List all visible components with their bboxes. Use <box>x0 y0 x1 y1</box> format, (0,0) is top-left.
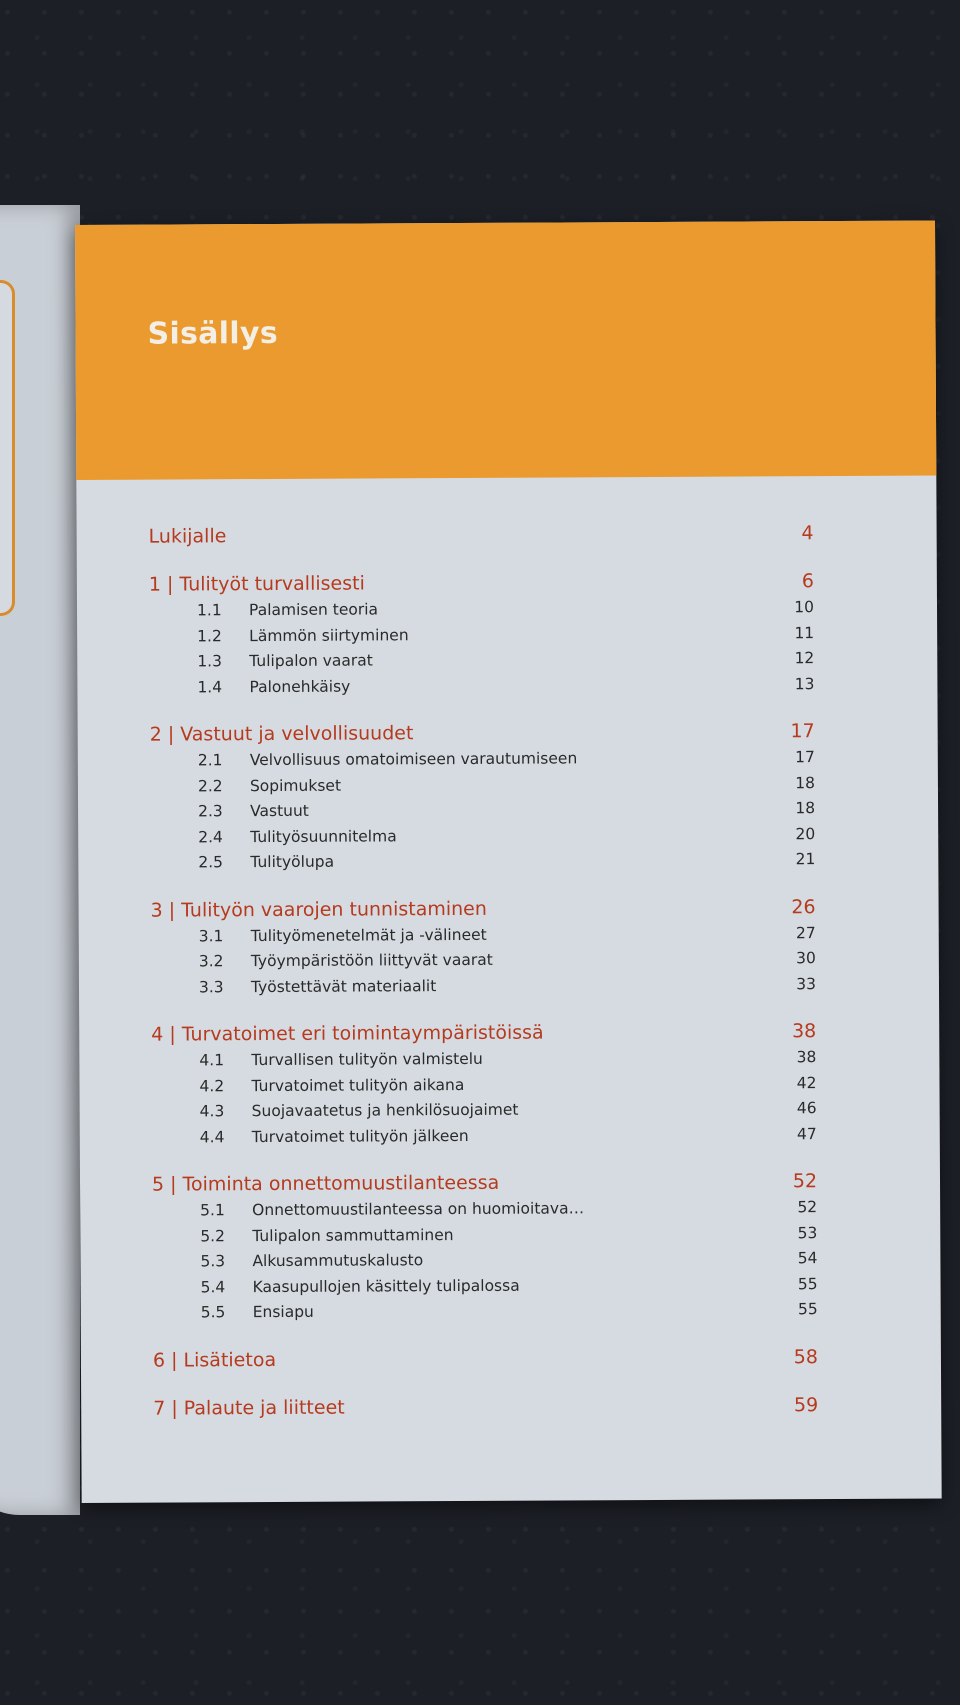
toc-chapter-2 <box>150 717 815 748</box>
toc-section-label: Työstettävät materiaalit <box>250 976 437 996</box>
toc-page-number: 10 <box>794 598 815 617</box>
toc-section-number: 5.3 <box>200 1252 226 1271</box>
toc-section-2-4 <box>150 822 815 851</box>
toc-section-label: Tulipalon vaarat <box>249 651 373 671</box>
toc-section-label: Palonehkäisy <box>249 677 351 696</box>
toc-page-number: 52 <box>797 1198 818 1217</box>
toc-section-label: Tulityölupa <box>250 852 335 872</box>
toc-section-number: 2.5 <box>198 853 224 872</box>
toc-section-number: 5.4 <box>200 1277 226 1296</box>
toc-page-number: 12 <box>794 649 815 668</box>
toc-page-number: 54 <box>797 1249 818 1268</box>
toc-page-number: 52 <box>792 1170 818 1193</box>
toc-section-3-3 <box>151 972 816 1001</box>
toc-section-number: 1.2 <box>197 626 222 645</box>
toc-section-number: 3.1 <box>198 926 224 945</box>
toc-section-label: Turvallisen tulityön valmistelu <box>251 1049 483 1070</box>
toc-section-label: Tulityömenetelmät ja -välineet <box>250 925 487 945</box>
toc-section-2-3 <box>150 796 815 825</box>
toc-section-3-2 <box>151 946 816 975</box>
toc-section-4-4 <box>152 1122 817 1151</box>
toc-page-number: 27 <box>795 923 816 942</box>
toc-section-label: Työympäristöön liittyvät vaarat <box>250 950 493 971</box>
toc-chapter-label: 7 | Palaute ja liitteet <box>153 1396 345 1420</box>
toc-section-3-1 <box>151 921 816 950</box>
toc-section-5-1 <box>152 1195 817 1224</box>
toc-page-number: 59 <box>793 1393 819 1416</box>
toc-chapter-4 <box>151 1017 816 1048</box>
toc-section-number: 5.5 <box>200 1303 226 1322</box>
toc-section-1-4 <box>149 672 814 701</box>
toc-section-number: 4.4 <box>199 1127 225 1146</box>
toc-section-label: Alkusammutuskalusto <box>252 1251 424 1271</box>
toc-section-label: Palamisen teoria <box>248 600 379 620</box>
toc-page-number: 26 <box>791 895 816 918</box>
toc-chapter-3 <box>151 893 816 924</box>
toc-section-number: 2.2 <box>197 776 223 795</box>
toc-section-label: Turvatoimet tulityön aikana <box>251 1075 465 1095</box>
toc-section-5-3 <box>152 1246 817 1275</box>
toc-page-number: 46 <box>796 1099 817 1118</box>
toc-section-number: 1.1 <box>196 601 222 620</box>
toc-page-number: 4 <box>801 522 814 545</box>
toc-section-5-4 <box>152 1272 817 1301</box>
toc-section-1-1 <box>149 595 814 624</box>
toc-section-number: 2.3 <box>198 802 223 821</box>
toc-section-5-5 <box>153 1297 818 1326</box>
toc-page-number: 55 <box>797 1300 818 1319</box>
toc-preface <box>149 519 814 550</box>
toc-chapter-label: 2 | Vastuut ja velvollisuudet <box>149 722 414 746</box>
toc-section-2-1 <box>150 745 815 774</box>
toc-section-number: 5.1 <box>200 1201 225 1220</box>
toc-section-label: Lämmön siirtyminen <box>249 625 409 645</box>
left-page-tab <box>0 280 15 616</box>
document-page <box>75 220 942 1502</box>
toc-page-number: 33 <box>796 974 817 993</box>
toc-page-number: 21 <box>795 850 816 869</box>
toc-chapter-label: 5 | Toiminta onnettomuustilanteessa <box>151 1171 500 1196</box>
toc-page-number: 20 <box>795 824 816 843</box>
toc-page-number: 6 <box>801 570 814 593</box>
toc-section-label: Tulipalon sammuttaminen <box>252 1225 454 1245</box>
toc-section-label: Turvatoimet tulityön jälkeen <box>251 1126 469 1146</box>
toc-page-number: 13 <box>794 674 815 693</box>
table-of-contents <box>149 519 819 1422</box>
toc-page-number: 17 <box>790 720 815 743</box>
toc-chapter-label: 3 | Tulityön vaarojen tunnistaminen <box>150 897 487 922</box>
toc-section-number: 4.1 <box>199 1051 225 1070</box>
toc-page-number: 42 <box>796 1073 817 1092</box>
toc-section-4-1 <box>151 1045 816 1074</box>
toc-page-number: 18 <box>795 799 816 818</box>
toc-section-number: 4.2 <box>199 1076 225 1095</box>
toc-section-number: 5.2 <box>200 1226 225 1245</box>
orange-header-band <box>75 220 936 479</box>
toc-section-4-3 <box>152 1096 817 1125</box>
toc-chapter-label: 6 | Lisätietoa <box>152 1348 277 1372</box>
toc-section-label: Sopimukset <box>249 776 342 795</box>
toc-page-number: 17 <box>795 748 815 767</box>
toc-page-number: 47 <box>796 1124 817 1143</box>
toc-page-number: 11 <box>794 623 815 642</box>
toc-section-label: Velvollisuus omatoimiseen varautumiseen <box>249 749 578 770</box>
toc-section-label: Ensiapu <box>252 1302 314 1322</box>
toc-section-label: Suojavaatetus ja henkilösuojaimet <box>251 1100 519 1121</box>
toc-section-number: 3.3 <box>198 977 224 996</box>
toc-section-5-2 <box>152 1221 817 1250</box>
toc-section-2-5 <box>150 847 815 876</box>
toc-page-number: 38 <box>791 1020 817 1043</box>
toc-section-1-2 <box>149 621 814 650</box>
toc-section-number: 3.2 <box>198 952 224 971</box>
toc-section-number: 2.4 <box>198 827 223 846</box>
toc-section-number: 4.3 <box>199 1102 225 1121</box>
toc-page-number: 53 <box>797 1223 818 1242</box>
toc-section-label: Vastuut <box>250 801 309 821</box>
toc-page-number: 55 <box>797 1274 818 1293</box>
toc-section-number: 1.3 <box>197 652 222 671</box>
toc-section-number: 1.4 <box>197 677 223 696</box>
toc-page-number: 18 <box>795 773 815 792</box>
toc-chapter-7 <box>153 1391 818 1422</box>
toc-section-label: Kaasupullojen käsittely tulipalossa <box>252 1276 520 1296</box>
toc-chapter-1 <box>149 567 814 598</box>
toc-section-2-2 <box>150 771 815 800</box>
toc-section-1-3 <box>149 646 814 675</box>
toc-chapter-5 <box>152 1167 817 1198</box>
toc-chapter-label: 1 | Tulityöt turvallisesti <box>148 572 365 596</box>
toc-page-number: 30 <box>796 949 816 968</box>
toc-section-4-2 <box>151 1071 816 1100</box>
toc-section-number: 2.1 <box>197 751 223 770</box>
toc-chapter-6 <box>153 1343 818 1374</box>
toc-section-label: Onnettomuustilanteessa on huomioitava… <box>252 1199 585 1220</box>
toc-section-label: Tulityösuunnitelma <box>250 826 397 846</box>
toc-chapter-label: Lukijalle <box>148 525 227 548</box>
toc-chapter-label: 4 | Turvatoimet eri toimintaympäristöissä <box>151 1021 544 1046</box>
toc-page-number: 58 <box>793 1345 818 1368</box>
page-title: Sisällys <box>147 315 279 352</box>
toc-page-number: 38 <box>796 1048 817 1067</box>
